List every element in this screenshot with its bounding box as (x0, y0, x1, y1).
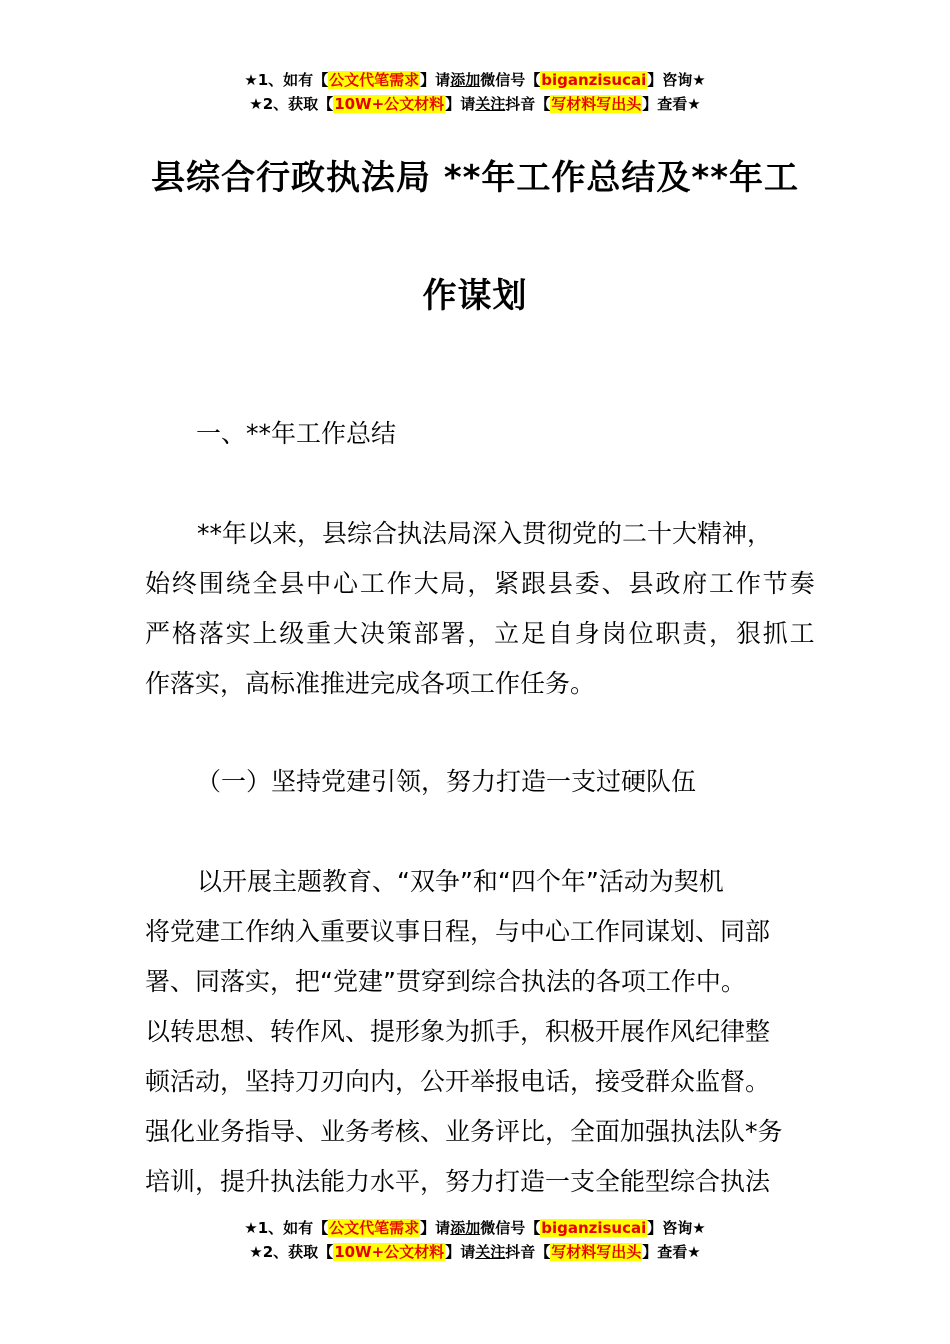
paragraph-line: **年以来，县综合执法局深入贯彻党的二十大精神， (197, 519, 773, 548)
section-heading: 一、**年工作总结 (196, 419, 397, 448)
paragraph-line: 培训，提升执法能力水平，努力打造一支全能型综合执法 (145, 1167, 771, 1196)
paragraph-line: 作落实，高标准推进完成各项工作任务。 (145, 669, 596, 698)
banner-line-2: ★2、获取【10W+公文材料】请关注抖音【写材料写出头】查看★ (249, 95, 701, 113)
body-paragraph (145, 857, 815, 1207)
banner-line-2: ★2、获取【10W+公文材料】请关注抖音【写材料写出头】查看★ (249, 1243, 701, 1261)
materials-highlight: 10W+公文材料 (334, 1243, 445, 1261)
paragraph-line: 始 终 围 绕 全 县 中 心 工 作 大 局 ， 紧 跟 县 委 、 县 政 府 工 作 节 奏 (145, 569, 815, 598)
banner-line-1: ★1、如有【公文代笔需求】请添加微信号【biganzisucai】咨询★ (244, 1219, 706, 1237)
paragraph-line: 署、同落实，把“党建”贯穿到综合执法的各项工作中。 (145, 967, 746, 996)
subsection-heading: （一）坚持党建引领，努力打造一支过硬队伍 (196, 767, 697, 796)
paragraph-line: 将党建工作纳入重要议事日程，与中心工作同谋划、同部 (145, 917, 771, 946)
document-title-line-2: 作谋划 (422, 276, 528, 316)
banner-line-1: ★1、如有【公文代笔需求】请添加微信号【biganzisucai】咨询★ (244, 71, 706, 89)
douyin-id-highlight: 写材料写出头 (551, 95, 642, 113)
document-title-line-1: 县综合行政执法局 **年工作总结及**年工 (151, 158, 799, 198)
ghostwriting-highlight: 公文代笔需求 (329, 1219, 420, 1237)
paragraph-line: 强化业务指导、业务考核、业务评比，全面加强执法队*务 (145, 1117, 783, 1146)
materials-highlight: 10W+公文材料 (334, 95, 445, 113)
paragraph-line: 以开展主题教育、“双争”和“四个年”活动为契机 (197, 867, 724, 896)
ghostwriting-highlight: 公文代笔需求 (329, 71, 420, 89)
footer-banner (0, 1216, 950, 1264)
wechat-id-highlight: biganzisucai (541, 71, 647, 89)
paragraph-line: 严 格 落 实 上 级 重 大 决 策 部 署 ， 立 足 自 身 岗 位 职 责 ， 狠 抓 工 (145, 619, 815, 648)
paragraph-line: 顿活动，坚持刀刃向内，公开举报电话，接受群众监督。 (145, 1067, 771, 1096)
douyin-id-highlight: 写材料写出头 (551, 1243, 642, 1261)
header-banner (0, 68, 950, 116)
paragraph-line: 以转思想、转作风、提形象为抓手，积极开展作风纪律整 (145, 1017, 771, 1046)
wechat-id-highlight: biganzisucai (541, 1219, 647, 1237)
intro-paragraph (145, 509, 815, 709)
